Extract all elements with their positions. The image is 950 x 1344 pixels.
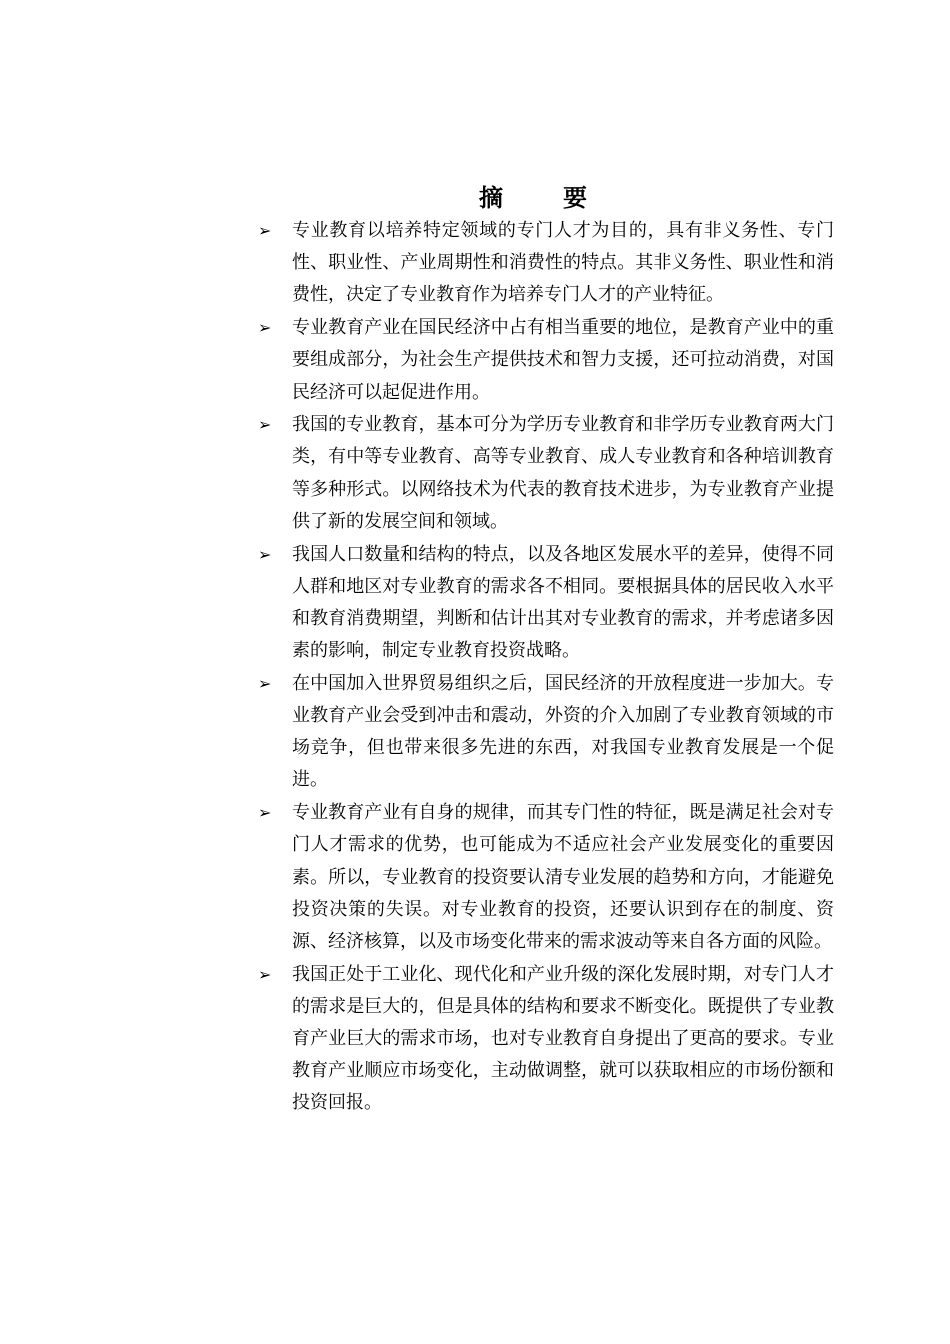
abstract-bullet-list — [254, 215, 834, 1120]
arrow-bullet-icon: ➢ — [258, 803, 272, 823]
arrow-bullet-icon: ➢ — [258, 964, 272, 984]
arrow-bullet-icon: ➢ — [258, 415, 272, 435]
list-item — [254, 959, 834, 1120]
list-item — [254, 668, 834, 797]
list-item — [254, 539, 834, 668]
list-item-text: 我国人口数量和结构的特点，以及各地区发展水平的差异，使得不同人群和地区对专业教育的需求各不相同。要根据具体的居民收入水平和教育消费期望，判断和估计出其对专业教育的需求，并考虑诸多因素的影响，制定专业教育投资战略。 — [292, 543, 834, 662]
list-item-text: 我国正处于工业化、现代化和产业升级的深化发展时期，对专门人才的需求是巨大的，但是具体的结构和要求不断变化。既提供了专业教育产业巨大的需求市场，也对专业教育自身提出了更高的要求。专业教育产业顺应市场变化，主动做调整，就可以获取相应的市场份额和投资回报。 — [292, 963, 834, 1114]
list-item-text: 在中国加入世界贸易组织之后，国民经济的开放程度进一步加大。专业教育产业会受到冲击和震动，外资的介入加剧了专业教育领域的市场竞争，但也带来很多先进的东西，对我国专业教育发展是一个促进。 — [292, 672, 834, 791]
arrow-bullet-icon: ➢ — [258, 221, 272, 240]
list-item-text: 专业教育以培养特定领域的专门人才为目的，具有非义务性、专门性、职业性、产业周期性和消费性的特点。其非义务性、职业性和消费性，决定了专业教育作为培养专门人才的产业特征。 — [292, 220, 834, 306]
list-item-text: 专业教育产业有自身的规律，而其专门性的特征，既是满足社会对专门人才需求的优势，也可能成为不适应社会产业发展变化的重要因素。所以，专业教育的投资要认清专业发展的趋势和方向，才能避免投资决策的失误。对专业教育的投资，还要认识到存在的制度、资源、经济核算，以及市场变化带来的需求波动等来自各方面的风险。 — [292, 802, 834, 952]
arrow-bullet-icon: ➢ — [258, 318, 272, 338]
list-item — [254, 797, 834, 958]
arrow-bullet-icon: ➢ — [258, 673, 272, 693]
abstract-title: 摘 要 — [479, 183, 605, 212]
list-item — [254, 312, 834, 409]
list-item-text: 我国的专业教育，基本可分为学历专业教育和非学历专业教育两大门类，有中等专业教育、高等专业教育、成人专业教育和各种培训教育等多种形式。以网络技术为代表的教育技术进步，为专业教育产业提供了新的发展空间和领域。 — [292, 414, 834, 532]
arrow-bullet-icon: ➢ — [258, 544, 272, 564]
list-item — [254, 409, 834, 538]
list-item-text: 专业教育产业在国民经济中占有相当重要的地位，是教育产业中的重要组成部分，为社会生产提供技术和智力支援，还可拉动消费，对国民经济可以起促进作用。 — [292, 317, 834, 403]
list-item — [254, 215, 834, 312]
